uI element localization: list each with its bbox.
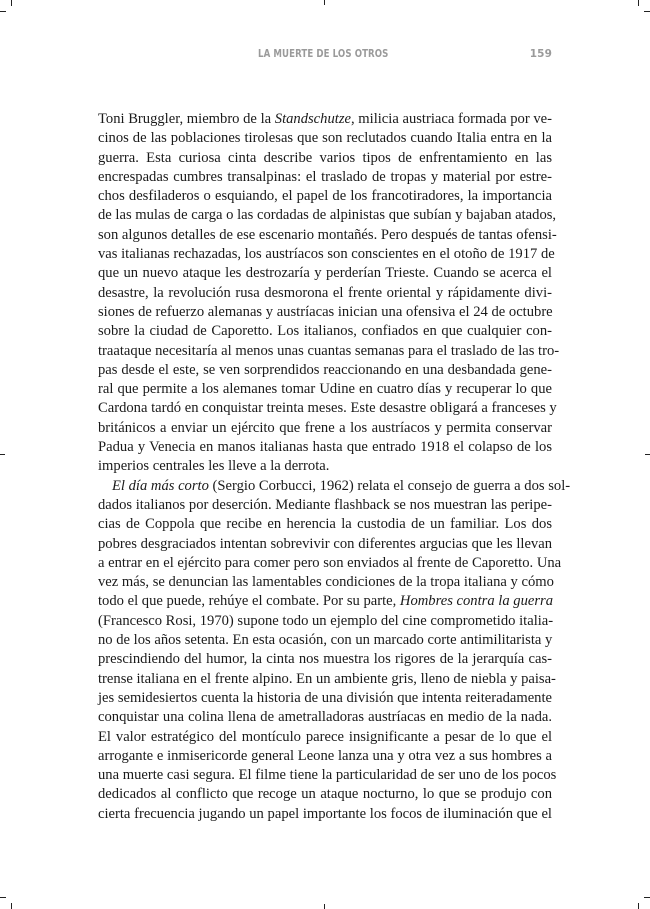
- text-line: [98, 592, 552, 611]
- text-line: [98, 477, 571, 496]
- crop-mark-top-left-v: [11, 0, 12, 6]
- text-line: [98, 322, 552, 341]
- text-run: (Sergio Corbucci, 1962) relata el consejo de guerra a dos sol-: [208, 477, 571, 494]
- text-run: pobres desgraciados intentan sobrevivir con diferentes argucias que les llevan: [98, 535, 552, 552]
- text-line: [98, 129, 552, 148]
- text-run: cierta frecuencia jugando un papel importante los focos de iluminación que el: [98, 805, 552, 822]
- text-run: guerra. Esta curiosa cinta describe varios tipos de enfrentamiento en las: [98, 149, 552, 166]
- text-line: [98, 515, 552, 534]
- text-run: arrogante e inmisericorde general Leone lanza una y otra vez a sus hombres a: [98, 747, 552, 764]
- text-line: [98, 187, 552, 206]
- text-run: , milicia austriaca formada por ve-: [350, 111, 552, 127]
- text-run: trense italiana en el frente alpino. En un ambiente gris, lleno de niebla y paisa-: [98, 670, 556, 687]
- text-run: imperios centrales les lleve a la derrota.: [98, 458, 330, 475]
- text-run: no de los años setenta. En esta ocasión, con un marcado corte antimilitarista y: [98, 632, 553, 649]
- crop-mark-bottom-right-v: [638, 903, 639, 909]
- text-run: todo el que puede, rehúye el combate. Por su parte,: [98, 593, 400, 610]
- text-run: prescindiendo del humor, la cinta nos muestra los rigores de la jerarquía cas-: [98, 651, 552, 668]
- running-title: LA MUERTE DE LOS OTROS: [258, 48, 389, 60]
- text-line: [98, 264, 552, 283]
- text-line: [98, 573, 552, 592]
- text-run: sobre la ciudad de Caporetto. Los italianos, confiados en que cualquier con-: [98, 323, 552, 340]
- crop-mark-top-left-h: [0, 11, 6, 12]
- text-run: pas desde el este, se ven sorprendidos reaccionando en una desbandada gene-: [98, 361, 552, 378]
- crop-mark-right-center: [645, 454, 650, 455]
- text-run: ral que permite a los alemanes tomar Udine en cuatro días y recuperar lo que: [98, 381, 552, 398]
- running-head: [98, 48, 552, 64]
- text-run: una muerte casi segura. El filme tiene la particularidad de ser uno de los pocos: [98, 767, 557, 784]
- text-run: dedicados al conflicto que recoge un ataque nocturno, lo que se produjo con: [98, 786, 552, 803]
- text-line: [98, 245, 555, 264]
- crop-mark-left-center: [0, 454, 5, 455]
- text-line: [98, 284, 552, 303]
- crop-mark-bottom-center: [324, 904, 325, 909]
- text-line: [98, 535, 552, 554]
- text-run: encrespadas cumbres transalpinas: el traslado de tropas y material por estre-: [98, 168, 552, 185]
- text-run: que un nuevo ataque les destrozaría y perderían Trieste. Cuando se acerca el: [98, 265, 552, 282]
- crop-mark-bottom-left-h: [0, 897, 6, 898]
- crop-mark-bottom-right-h: [644, 897, 650, 898]
- text-run: Padua y Venecia en manos italianas hasta que entrado 1918 el colapso de los: [98, 439, 552, 456]
- text-run: traataque necesitaría al menos unas cuantas semanas para el traslado de las tro-: [98, 342, 560, 359]
- text-line: [98, 361, 552, 380]
- text-run: Toni Bruggler, miembro de la: [98, 111, 275, 127]
- text-line: [98, 689, 552, 708]
- text-line: [98, 612, 552, 631]
- text-run: vas italianas rechazadas, los austríacos son conscientes en el otoño de 1917 de: [98, 246, 555, 263]
- text-run: El valor estratégico del montículo parece insignificante a pesar de lo que el: [98, 728, 552, 745]
- crop-mark-top-center: [324, 0, 325, 5]
- text-line: [98, 168, 552, 187]
- crop-mark-bottom-left-v: [11, 903, 12, 909]
- text-line: [98, 708, 552, 727]
- text-line: [98, 631, 552, 650]
- text-run: vez más, se denuncian las lamentables condiciones de la tropa italiana y cómo: [98, 574, 554, 591]
- text-line: [98, 226, 557, 245]
- text-line: [98, 380, 552, 399]
- text-run: cinos de las poblaciones tirolesas que son reclutados cuando Italia entra en la: [98, 130, 552, 147]
- italic-title: Standschutze: [274, 111, 351, 127]
- crop-mark-top-right-v: [638, 0, 639, 6]
- text-run: son algunos detalles de ese escenario montañés. Pero después de tantas ofensi-: [98, 226, 557, 243]
- body-text: [98, 110, 571, 824]
- text-line: [98, 342, 560, 361]
- text-run: de las mulas de carga o las cordadas de alpinistas que subían y bajaban atados,: [98, 207, 557, 224]
- text-line: [98, 747, 552, 766]
- text-line: [98, 650, 552, 669]
- text-run: siones de refuerzo alemanas y austríacas inician una ofensiva el 24 de octubre: [98, 303, 553, 320]
- text-run: chos desfiladeros o esquiando, el papel de los francotiradores, la importancia: [98, 188, 552, 205]
- text-line: [98, 110, 552, 129]
- text-run: conquistar una colina llena de ametralladoras austríacas en medio de la nada.: [98, 709, 552, 726]
- text-line: [98, 805, 552, 824]
- text-run: (Francesco Rosi, 1970) supone todo un ejemplo del cine comprometido italia-: [98, 612, 554, 629]
- text-line: [98, 785, 552, 804]
- text-run: jes semidesiertos cuenta la historia de una división que intenta reiteradamente: [98, 689, 552, 706]
- text-line: [98, 728, 552, 747]
- crop-mark-top-right-h: [644, 11, 650, 12]
- paragraph: [98, 110, 560, 477]
- paragraph: [98, 477, 571, 824]
- text-line: [98, 438, 552, 457]
- text-line: [98, 670, 556, 689]
- text-line: [98, 457, 552, 476]
- text-line: [98, 554, 562, 573]
- text-run: británicos a enviar un ejército que frene a los austríacos y permita conservar: [98, 419, 552, 436]
- text-run: desastre, la revolución rusa desmorona el frente oriental y rápidamente divi-: [98, 284, 552, 301]
- italic-title: Hombres contra la guerra: [399, 593, 554, 610]
- text-line: [98, 419, 552, 438]
- text-line: [98, 206, 557, 225]
- text-run: cias de Coppola que recibe en herencia la custodia de un familiar. Los dos: [98, 516, 552, 533]
- text-line: [98, 303, 552, 322]
- text-run: dados italianos por deserción. Mediante flashback se nos muestran las peripe-: [98, 496, 552, 513]
- text-run: Cardona tardó en conquistar treinta meses. Este desastre obligará a franceses y: [98, 400, 557, 417]
- italic-title: El día más corto: [112, 477, 209, 494]
- page-number: 159: [529, 48, 552, 60]
- text-line: [98, 149, 552, 168]
- text-line: [98, 496, 552, 515]
- text-run: a entrar en el ejército para comer pero son enviados al frente de Caporetto. Una: [98, 554, 562, 571]
- text-line: [98, 399, 557, 418]
- text-line: [98, 766, 557, 785]
